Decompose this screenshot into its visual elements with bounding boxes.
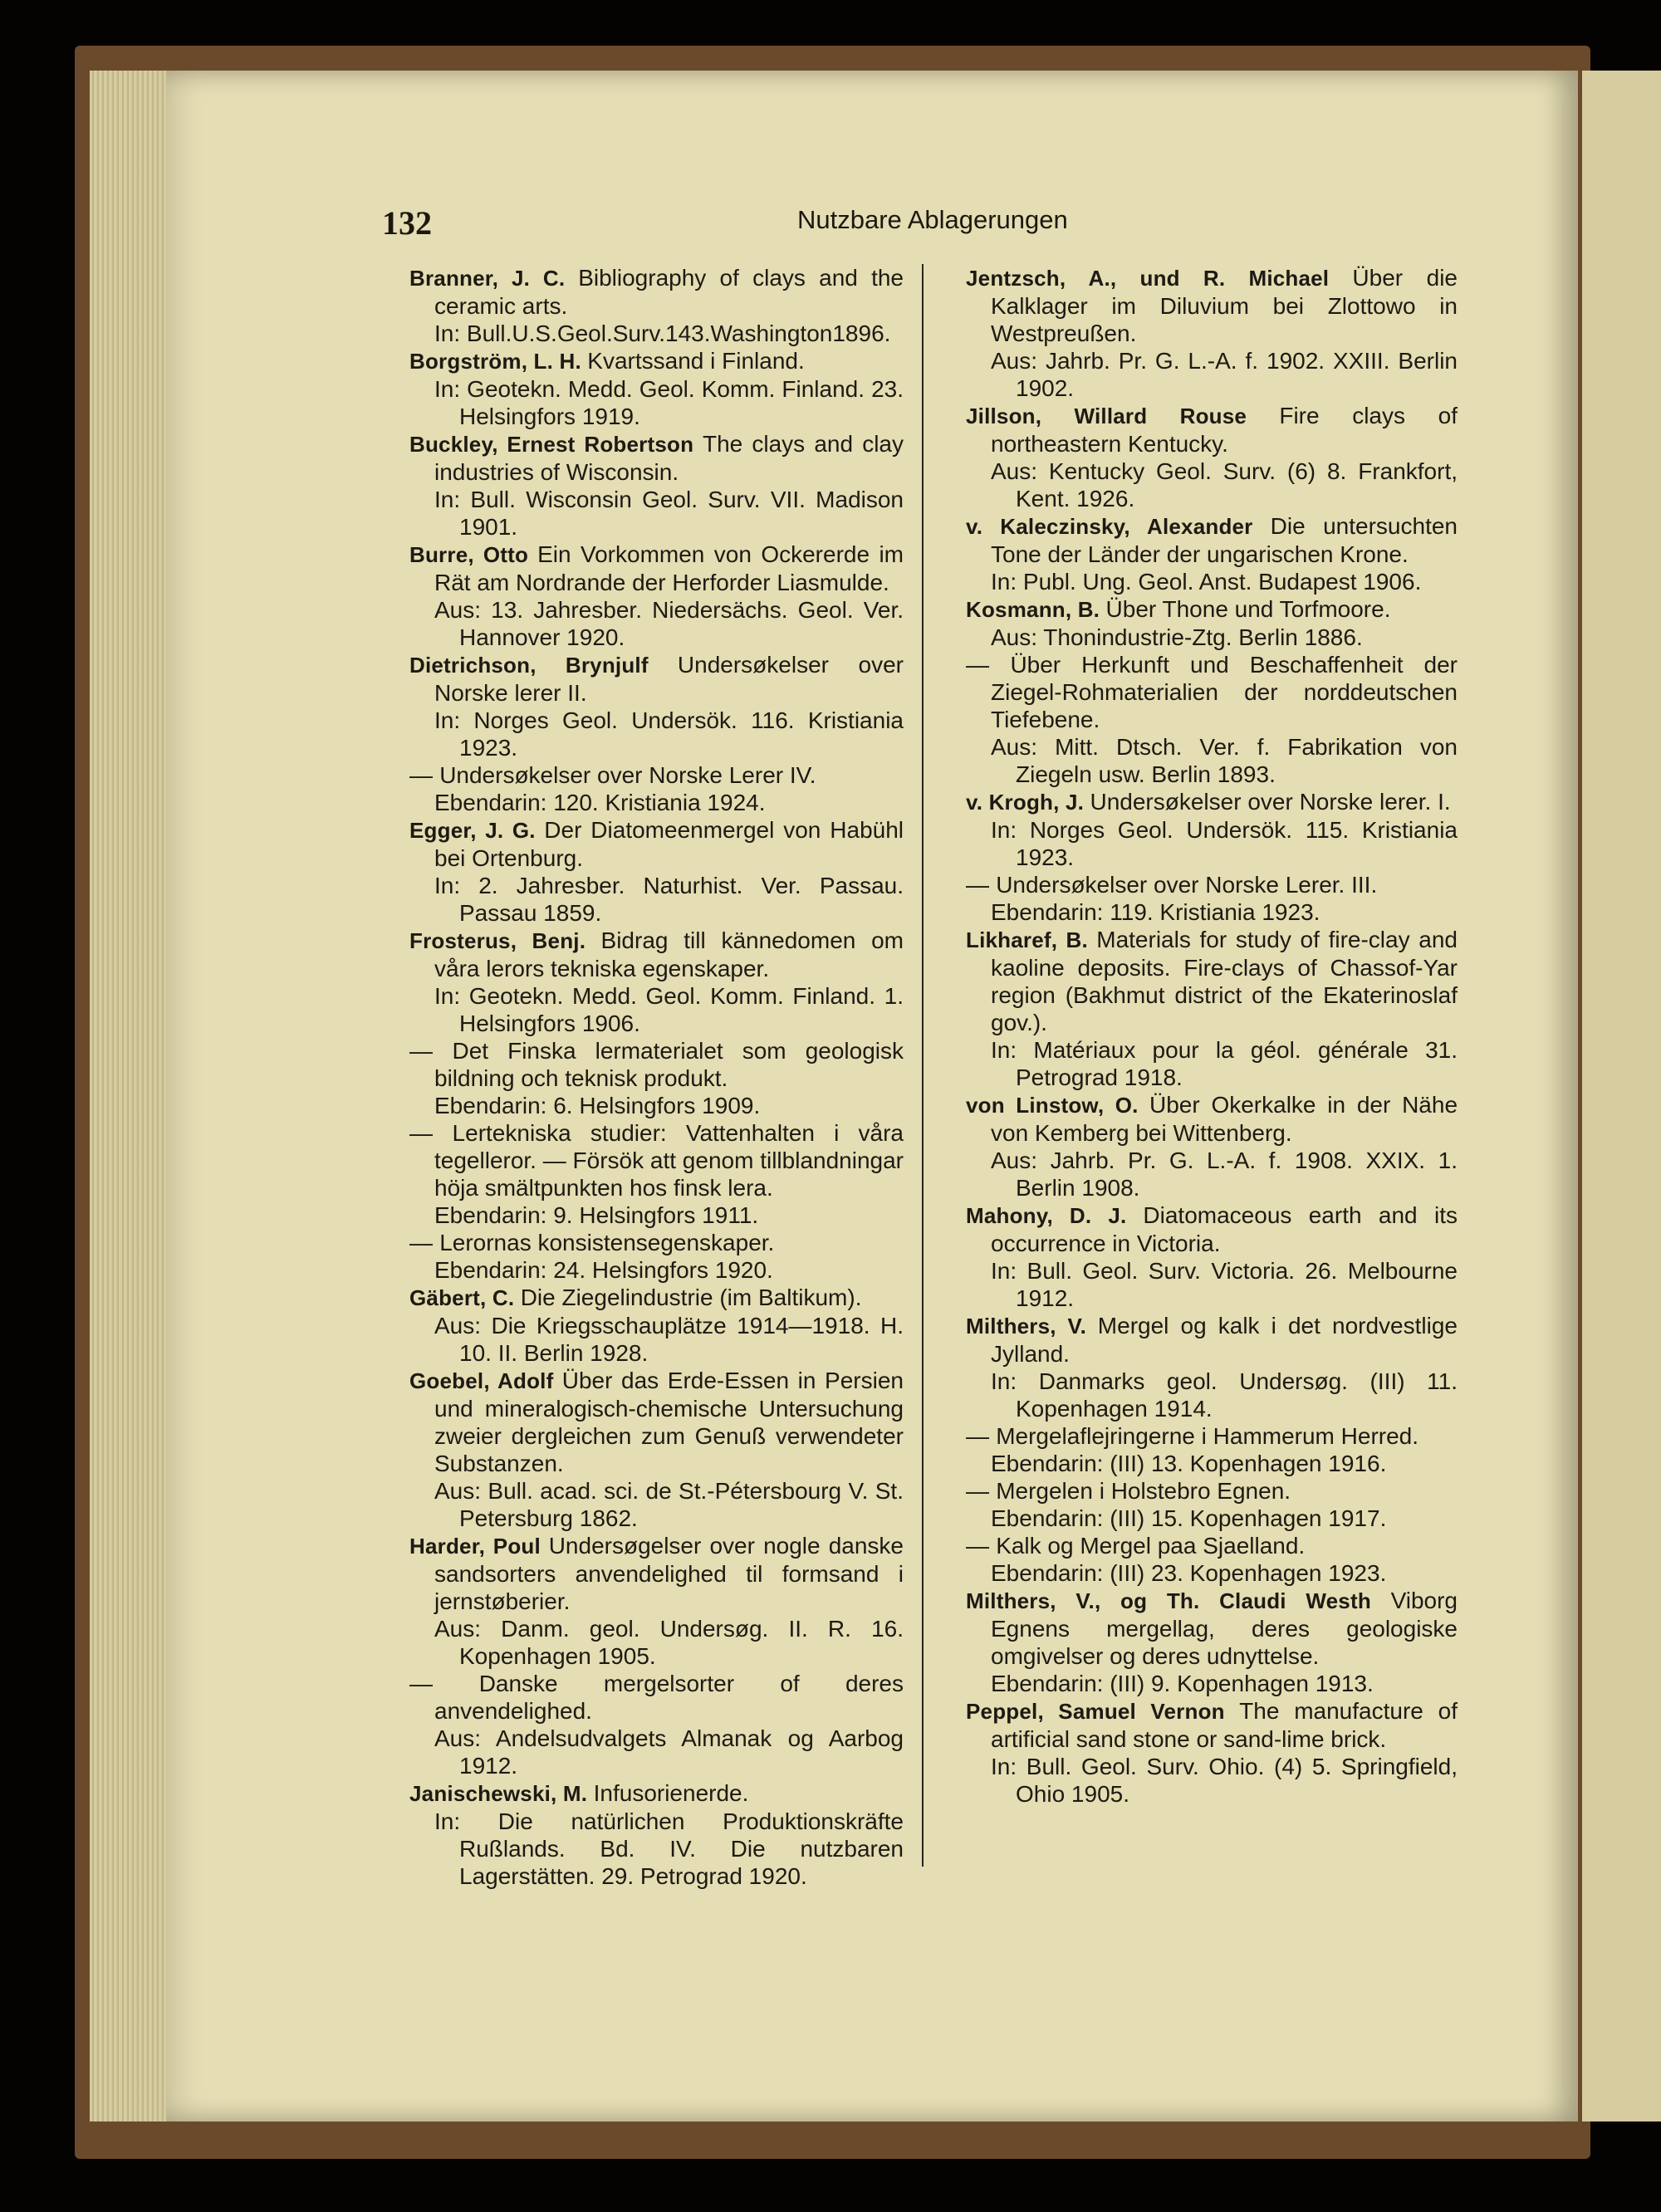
entry-imprint: Ebendarin: 24. Helsingfors 1920. — [434, 1257, 773, 1283]
bibliography-entry — [941, 1422, 1458, 1477]
entry-imprint: In: Bull. Geol. Surv. Victoria. 26. Melbourne 1912. — [991, 1258, 1458, 1311]
entry-author: v. Krogh, J. — [966, 790, 1090, 815]
page-edges — [90, 71, 169, 2121]
entry-author: — — [409, 1671, 479, 1696]
entry-title: Infusorienerde. — [593, 1780, 749, 1806]
entry-author: v. Kaleczinsky, Alexander — [966, 514, 1271, 539]
right-column — [941, 264, 1458, 1808]
entry-imprint: Aus: Danm. geol. Undersøg. II. R. 16. Kopenhagen 1905. — [434, 1616, 904, 1669]
entry-imprint: Ebendarin: (III) 15. Kopenhagen 1917. — [991, 1505, 1387, 1531]
bibliography-entry — [385, 1229, 904, 1284]
entry-author: — — [966, 652, 1011, 678]
entry-title: Über Okerkalke in der Nähe von Kemberg bei Wittenberg. — [991, 1092, 1458, 1146]
entry-title: Viborg Egnens mergellag, deres geologiske omgivelser og deres udnyttelse. — [991, 1588, 1458, 1669]
entry-author: — — [409, 1038, 453, 1064]
entry-title: Undersøkelser over Norske lerer. I. — [1090, 789, 1451, 815]
entry-title: Über Thone und Torfmoore. — [1105, 596, 1391, 622]
entry-author: — — [409, 1230, 440, 1255]
bibliography-entry — [385, 1037, 904, 1119]
entry-author: Milthers, V., og Th. Claudi Westh — [966, 1588, 1391, 1613]
entry-title: Det Finska lermaterialet som geologisk bildning och teknisk produkt. — [434, 1038, 904, 1091]
entry-author: — — [409, 1120, 453, 1146]
bibliography-entry — [385, 1670, 904, 1779]
bibliography-entry — [385, 1367, 904, 1532]
bibliography-entry — [385, 1119, 904, 1229]
entry-imprint: Ebendarin: 120. Kristiania 1924. — [434, 790, 766, 815]
entry-title: Mergel og kalk i det nordvestlige Jylland. — [991, 1313, 1458, 1367]
entry-imprint: In: Bull. Geol. Surv. Ohio. (4) 5. Springfield, Ohio 1905. — [991, 1754, 1458, 1807]
entry-imprint: Ebendarin: (III) 23. Kopenhagen 1923. — [991, 1560, 1387, 1586]
entry-imprint: In: Bull. Wisconsin Geol. Surv. VII. Madison 1901. — [434, 487, 904, 540]
bibliography-entry — [385, 430, 904, 541]
entry-title: Bibliography of clays and the ceramic arts. — [434, 265, 904, 319]
entry-imprint: In: Bull.U.S.Geol.Surv.143.Washington1896. — [434, 321, 891, 346]
entry-title: Undersøkelser over Norske lerer II. — [434, 652, 904, 706]
entry-author: — — [409, 762, 440, 788]
entry-title: The manufacture of artificial sand stone or sand-lime brick. — [991, 1698, 1458, 1752]
bibliography-entry — [385, 347, 904, 430]
entry-author: Egger, J. G. — [409, 818, 545, 843]
entry-author: Milthers, V. — [966, 1314, 1098, 1338]
bibliography-entry — [941, 1201, 1458, 1312]
entry-imprint: Aus: Die Kriegsschauplätze 1914—1918. H. 10. II. Berlin 1928. — [434, 1313, 904, 1366]
entry-imprint: Ebendarin: (III) 9. Kopenhagen 1913. — [991, 1671, 1374, 1696]
bibliography-entry — [385, 1779, 904, 1890]
bibliography-entry — [941, 651, 1458, 788]
bibliography-entry — [941, 1587, 1458, 1697]
entry-imprint: In: Danmarks geol. Undersøg. (III) 11. Kopenhagen 1914. — [991, 1368, 1458, 1422]
entry-title: Ein Vorkommen von Ockererde im Rät am Nordrande der Herforder Liasmulde. — [434, 541, 904, 595]
bibliography-entry — [941, 264, 1458, 402]
page-header — [382, 203, 1586, 253]
bibliography-entry — [941, 1532, 1458, 1587]
bibliography-entry — [385, 761, 904, 816]
left-column — [385, 264, 904, 1890]
entry-imprint: Ebendarin: (III) 13. Kopenhagen 1916. — [991, 1451, 1387, 1476]
bibliography-entry — [941, 512, 1458, 595]
entry-title: Bidrag till kännedomen om våra lerors tekniska egenskaper. — [434, 927, 904, 981]
entry-title: Kalk og Mergel paa Sjaelland. — [996, 1533, 1306, 1559]
entry-imprint: Aus: Andelsudvalgets Almanak og Aarbog 1912. — [434, 1725, 904, 1779]
entry-author: Branner, J. C. — [409, 266, 579, 291]
bibliography-entry — [385, 1284, 904, 1367]
entry-author: Frosterus, Benj. — [409, 928, 601, 953]
entry-imprint: Aus: Jahrb. Pr. G. L.-A. f. 1902. XXIII. Berlin 1902. — [991, 348, 1458, 401]
bibliography-entry — [941, 1091, 1458, 1201]
bibliography-entry — [941, 926, 1458, 1091]
bibliography-entry — [941, 1697, 1458, 1808]
entry-author: Jillson, Willard Rouse — [966, 404, 1280, 428]
entry-imprint: Aus: Mitt. Dtsch. Ver. f. Fabrikation von Ziegeln usw. Berlin 1893. — [991, 734, 1458, 787]
entry-title: Mergelaflejringerne i Hammerum Herred. — [996, 1423, 1419, 1449]
page-number: 132 — [382, 204, 432, 242]
entry-author: — — [966, 1533, 997, 1559]
bibliography-entry — [941, 1312, 1458, 1422]
entry-title: Fire clays of northeastern Kentucky. — [991, 403, 1458, 457]
entry-imprint: Ebendarin: 9. Helsingfors 1911. — [434, 1202, 759, 1228]
bibliography-entry — [941, 788, 1458, 871]
entry-imprint: In: Publ. Ung. Geol. Anst. Budapest 1906. — [991, 569, 1422, 595]
entry-author: Mahony, D. J. — [966, 1203, 1144, 1228]
entry-imprint: Aus: 13. Jahresber. Niedersächs. Geol. Ver. Hannover 1920. — [434, 597, 904, 650]
bibliography-entry — [941, 871, 1458, 926]
entry-imprint: In: Die natürlichen Produktionskräfte Rußlands. Bd. IV. Die nutzbaren Lagerstätten. 29. Petrograd 1920. — [434, 1808, 904, 1889]
entry-title: Diatomaceous earth and its occurrence in Victoria. — [991, 1202, 1458, 1256]
entry-title: Danske mergelsorter of deres anvendelighed. — [434, 1671, 904, 1724]
entry-imprint: In: Geotekn. Medd. Geol. Komm. Finland. 23. Helsingfors 1919. — [434, 376, 904, 429]
entry-title: Über Herkunft und Beschaffenheit der Ziegel-Rohmaterialien der norddeutschen Tiefebene. — [991, 652, 1458, 732]
entry-title: Undersøkelser over Norske Lerer. III. — [996, 872, 1378, 898]
entry-imprint: Aus: Kentucky Geol. Surv. (6) 8. Frankfort, Kent. 1926. — [991, 458, 1458, 511]
entry-author: Harder, Poul — [409, 1534, 549, 1559]
bibliography-entry — [385, 1532, 904, 1670]
entry-imprint: Aus: Bull. acad. sci. de St.-Pétersbourg V. St. Petersburg 1862. — [434, 1478, 904, 1531]
bibliography-entry — [385, 651, 904, 761]
entry-title: Der Diatomeenmergel von Habühl bei Ortenburg. — [434, 817, 904, 871]
entry-author: Buckley, Ernest Robertson — [409, 432, 703, 457]
entry-title: Lertekniska studier: Vattenhalten i våra tegelleror. — Försök att genom tillblandningar höja smältpunkten hos finsk lera. — [434, 1120, 904, 1201]
entry-author: Peppel, Samuel Vernon — [966, 1699, 1240, 1724]
column-divider — [922, 264, 924, 1867]
entry-author: Goebel, Adolf — [409, 1368, 562, 1393]
entry-imprint: Ebendarin: 119. Kristiania 1923. — [991, 899, 1320, 925]
entry-title: Über das Erde-Essen in Persien und mineralogisch-chemische Untersuchung zweier dergleichen zum Genuß verwendeter Substanzen. — [434, 1368, 904, 1476]
entry-title: Lerornas konsistensegenskaper. — [439, 1230, 775, 1255]
entry-title: The clays and clay industries of Wisconsin. — [434, 431, 904, 485]
entry-author: Dietrichson, Brynjulf — [409, 653, 678, 678]
entry-author: — — [966, 1478, 997, 1504]
bibliography-entry — [941, 402, 1458, 512]
entry-imprint: Aus: Thonindustrie-Ztg. Berlin 1886. — [991, 624, 1363, 650]
entry-imprint: In: 2. Jahresber. Naturhist. Ver. Passau. Passau 1859. — [434, 873, 904, 926]
entry-title: Undersøkelser over Norske Lerer IV. — [439, 762, 816, 788]
entry-author: Kosmann, B. — [966, 597, 1106, 622]
bibliography-entry — [385, 264, 904, 347]
entry-author: Borgström, L. H. — [409, 349, 588, 374]
entry-title: Die untersuchten Tone der Länder der ungarischen Krone. — [991, 513, 1458, 567]
bibliography-entry — [385, 816, 904, 927]
bibliography-entry — [385, 541, 904, 651]
entry-author: von Linstow, O. — [966, 1093, 1149, 1118]
entry-author: — — [966, 1423, 997, 1449]
entry-imprint: In: Norges Geol. Undersök. 115. Kristiania 1923. — [991, 817, 1458, 870]
entry-author: Likharef, B. — [966, 927, 1097, 952]
entry-imprint: In: Matériaux pour la géol. générale 31. Petrograd 1918. — [991, 1037, 1458, 1090]
entry-imprint: Aus: Jahrb. Pr. G. L.-A. f. 1908. XXIX. 1. Berlin 1908. — [991, 1148, 1458, 1201]
entry-author: Jentzsch, A., und R. Michael — [966, 266, 1353, 291]
entry-title: Undersøgelser over nogle danske sandsorters anvendelighed til formsand i jernstøberier. — [434, 1533, 904, 1614]
entry-title: Über die Kalklager im Diluvium bei Zlottowo in Westpreußen. — [991, 265, 1458, 346]
entry-title: Materials for study of fire-clay and kaoline deposits. Fire-clays of Chassof-Yar region (Bakhmut district of the Ekaterinoslaf gov.). — [991, 927, 1458, 1035]
entry-title: Kvartssand i Finland. — [587, 348, 805, 374]
entry-title: Die Ziegelindustrie (im Baltikum). — [520, 1285, 862, 1310]
bibliography-entry — [941, 1477, 1458, 1532]
entry-author: Burre, Otto — [409, 542, 538, 567]
entry-author: — — [966, 872, 997, 898]
entry-author: Gäbert, C. — [409, 1285, 521, 1310]
entry-imprint: Ebendarin: 6. Helsingfors 1909. — [434, 1093, 761, 1118]
entry-imprint: In: Norges Geol. Undersök. 116. Kristiania 1923. — [434, 707, 904, 761]
running-title: Nutzbare Ablagerungen — [797, 205, 1068, 234]
bibliography-entry — [941, 595, 1458, 651]
bibliography-entry — [385, 927, 904, 1037]
entry-imprint: In: Geotekn. Medd. Geol. Komm. Finland. 1. Helsingfors 1906. — [434, 983, 904, 1036]
entry-author: Janischewski, M. — [409, 1781, 594, 1806]
entry-title: Mergelen i Holstebro Egnen. — [996, 1478, 1291, 1504]
facing-page-edge — [1582, 71, 1661, 2121]
